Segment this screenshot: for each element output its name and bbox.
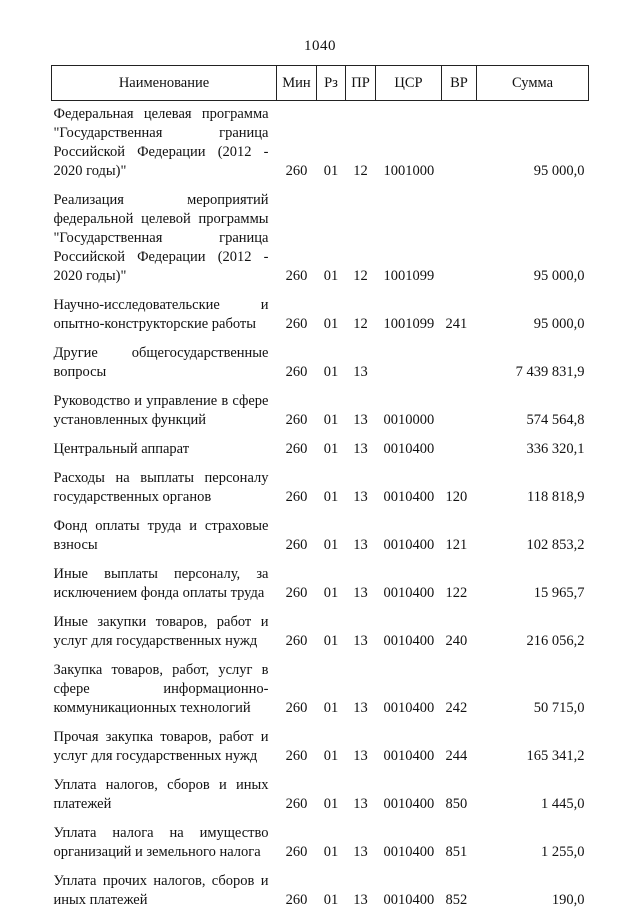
row-pr: 13 [346,657,376,718]
row-csr: 0010400 [376,772,442,814]
row-vr [442,388,477,430]
row-vr [442,436,477,459]
row-csr: 0010400 [376,820,442,862]
row-sum: 336 320,1 [477,436,589,459]
row-rz: 01 [317,292,346,334]
row-csr [376,340,442,382]
row-name: Уплата налога на имущество организаций и земельного налога [52,820,277,862]
table-row [52,868,589,910]
row-min: 260 [277,868,317,910]
table-row [52,340,589,382]
row-sum: 216 056,2 [477,609,589,651]
row-min: 260 [277,292,317,334]
row-csr: 0010400 [376,513,442,555]
row-min: 260 [277,561,317,603]
row-pr: 13 [346,724,376,766]
row-pr: 13 [346,465,376,507]
row-min: 260 [277,772,317,814]
row-sum: 50 715,0 [477,657,589,718]
row-min: 260 [277,657,317,718]
row-min: 260 [277,340,317,382]
row-name: Федеральная целевая программа "Государственная граница Российской Федерации (2012 - 2020 годы)" [52,101,277,182]
header-csr: ЦСР [376,66,442,101]
row-sum: 190,0 [477,868,589,910]
row-name: Иные выплаты персоналу, за исключением фонда оплаты труда [52,561,277,603]
row-rz: 01 [317,436,346,459]
table-row [52,513,589,555]
row-sum: 574 564,8 [477,388,589,430]
row-pr: 13 [346,561,376,603]
row-csr: 1001099 [376,292,442,334]
row-rz: 01 [317,187,346,286]
table-row [52,292,589,334]
row-vr: 241 [442,292,477,334]
row-pr: 13 [346,340,376,382]
row-vr [442,340,477,382]
row-rz: 01 [317,340,346,382]
row-name: Центральный аппарат [52,436,277,459]
row-rz: 01 [317,388,346,430]
row-csr: 0010400 [376,436,442,459]
row-csr: 0010400 [376,724,442,766]
row-csr: 1001000 [376,101,442,182]
header-pr: ПР [346,66,376,101]
row-vr [442,187,477,286]
row-sum: 118 818,9 [477,465,589,507]
row-vr: 244 [442,724,477,766]
table-row [52,772,589,814]
header-vr: ВР [442,66,477,101]
row-min: 260 [277,388,317,430]
row-name: Уплата налогов, сборов и иных платежей [52,772,277,814]
budget-table [51,65,589,910]
row-pr: 13 [346,388,376,430]
row-name: Фонд оплаты труда и страховые взносы [52,513,277,555]
row-min: 260 [277,465,317,507]
table-row [52,465,589,507]
row-pr: 13 [346,609,376,651]
row-min: 260 [277,609,317,651]
row-csr: 0010400 [376,465,442,507]
row-csr: 0010400 [376,609,442,651]
page-number: 1040 [0,38,640,55]
table-row [52,436,589,459]
row-name: Руководство и управление в сфере установленных функций [52,388,277,430]
row-vr: 242 [442,657,477,718]
row-name: Уплата прочих налогов, сборов и иных платежей [52,868,277,910]
row-rz: 01 [317,513,346,555]
row-name: Закупка товаров, работ, услуг в сфере информационно-коммуникационных технологий [52,657,277,718]
row-sum: 1 445,0 [477,772,589,814]
row-rz: 01 [317,724,346,766]
row-sum: 7 439 831,9 [477,340,589,382]
row-name: Другие общегосударственные вопросы [52,340,277,382]
row-rz: 01 [317,609,346,651]
row-pr: 12 [346,292,376,334]
row-pr: 12 [346,101,376,182]
row-csr: 0010400 [376,657,442,718]
table-body [52,101,589,910]
row-min: 260 [277,436,317,459]
table-header-row [52,66,589,101]
row-name: Иные закупки товаров, работ и услуг для государственных нужд [52,609,277,651]
row-vr: 240 [442,609,477,651]
row-vr: 121 [442,513,477,555]
row-vr: 120 [442,465,477,507]
header-min: Мин [277,66,317,101]
row-vr: 852 [442,868,477,910]
table-row [52,657,589,718]
table-row [52,388,589,430]
row-csr: 0010000 [376,388,442,430]
row-min: 260 [277,513,317,555]
row-csr: 1001099 [376,187,442,286]
row-vr [442,101,477,182]
row-name: Реализация мероприятий федеральной целевой программы "Государственная граница Российской Федерации (2012 - 2020 годы)" [52,187,277,286]
row-pr: 13 [346,513,376,555]
row-pr: 13 [346,772,376,814]
table-row [52,609,589,651]
row-name: Расходы на выплаты персоналу государственных органов [52,465,277,507]
header-name: Наименование [52,66,277,101]
table-row [52,724,589,766]
row-pr: 12 [346,187,376,286]
row-vr: 851 [442,820,477,862]
row-min: 260 [277,187,317,286]
row-rz: 01 [317,772,346,814]
row-rz: 01 [317,820,346,862]
table-row [52,187,589,286]
row-sum: 15 965,7 [477,561,589,603]
row-sum: 102 853,2 [477,513,589,555]
row-min: 260 [277,101,317,182]
table-row [52,561,589,603]
row-pr: 13 [346,820,376,862]
row-csr: 0010400 [376,561,442,603]
row-vr: 122 [442,561,477,603]
row-rz: 01 [317,657,346,718]
row-csr: 0010400 [376,868,442,910]
row-pr: 13 [346,868,376,910]
row-min: 260 [277,820,317,862]
row-min: 260 [277,724,317,766]
row-rz: 01 [317,101,346,182]
row-rz: 01 [317,465,346,507]
header-sum: Сумма [477,66,589,101]
header-rz: Рз [317,66,346,101]
row-sum: 95 000,0 [477,101,589,182]
table-row [52,101,589,182]
row-sum: 165 341,2 [477,724,589,766]
row-name: Прочая закупка товаров, работ и услуг для государственных нужд [52,724,277,766]
row-name: Научно-исследовательские и опытно-конструкторские работы [52,292,277,334]
row-sum: 95 000,0 [477,187,589,286]
row-rz: 01 [317,868,346,910]
row-sum: 95 000,0 [477,292,589,334]
row-vr: 850 [442,772,477,814]
row-rz: 01 [317,561,346,603]
table-row [52,820,589,862]
row-sum: 1 255,0 [477,820,589,862]
row-pr: 13 [346,436,376,459]
